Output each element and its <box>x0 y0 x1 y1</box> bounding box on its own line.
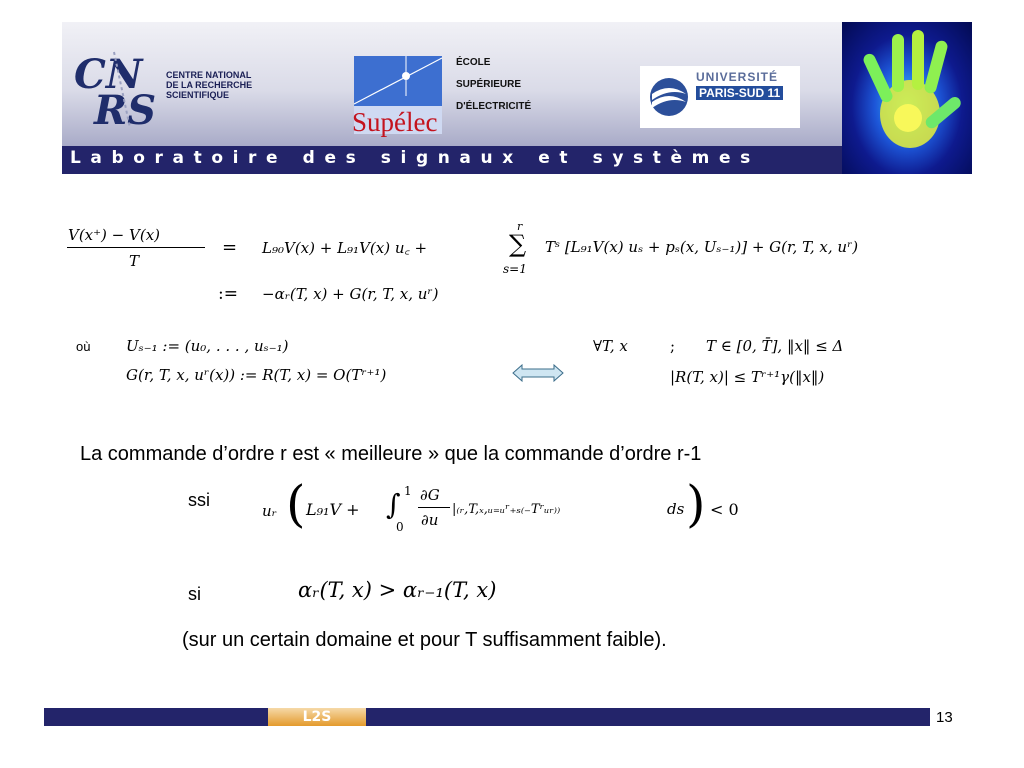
sum-upper-limit: r <box>517 220 523 233</box>
footer-bar <box>44 708 930 726</box>
hand-image-icon <box>842 22 972 174</box>
condition-g-definition: G(r, T, x, uʳ(x)) := R(T, x) = O(Tʳ⁺¹) <box>126 366 387 384</box>
universite-label: UNIVERSITÉ <box>696 70 779 84</box>
domain-condition: T ∈ [0, T̄], ‖x‖ ≤ Δ <box>706 337 844 355</box>
sum-sign: ∑ <box>509 230 527 258</box>
integral-sign: ∫ <box>386 488 401 521</box>
big-left-paren: ( <box>286 475 306 533</box>
ds-differential: ds <box>667 500 685 518</box>
header-banner <box>62 22 972 174</box>
eq1-rhs-part-b: Tˢ [L₉₁V(x) uₛ + pₛ(x, Uₛ₋₁)] + G(r, T, x, uʳ) <box>545 238 859 256</box>
svg-text:RS: RS <box>94 87 157 132</box>
star-icon <box>354 56 442 106</box>
ssi-u-r: uᵣ <box>262 502 277 520</box>
double-arrow-icon <box>512 364 564 382</box>
partial-numerator: ∂G <box>420 486 440 504</box>
ou-label: où <box>76 339 91 354</box>
domain-note: (sur un certain domaine et pour T suffisamment faible). <box>182 629 667 651</box>
l2s-logo-text: L2S <box>302 709 332 725</box>
ecole-name: ÉCOLE SUPÉRIEURE D'ÉLECTRICITÉ <box>456 57 532 112</box>
eq2-rhs: −αᵣ(T, x) + G(r, T, x, uʳ) <box>262 285 439 303</box>
eq2-define: := <box>218 284 238 304</box>
supelec-logo-text: Supélec <box>352 107 438 137</box>
eq1-fraction-bar <box>67 247 205 248</box>
eq1-rhs-part-a: L₉₀V(x) + L₉₁V(x) u꜀ + <box>262 239 428 257</box>
lab-title-strip <box>62 146 842 174</box>
main-statement: La commande d’ordre r est « meilleure » que la commande d’ordre r-1 <box>80 443 702 465</box>
si-inequality: αᵣ(T, x) > αᵣ₋₁(T, x) <box>298 578 497 602</box>
l2s-logo <box>268 708 366 726</box>
hand-thermal-image <box>842 22 972 174</box>
partial-denominator: ∂u <box>421 511 439 529</box>
eq1-lhs-denominator: T <box>129 252 140 270</box>
eq1-lhs-numerator: V(x⁺) − V(x) <box>68 226 161 244</box>
cnrs-logo <box>72 42 162 132</box>
ssi-label: ssi <box>188 490 210 510</box>
sum-lower-limit: s=1 <box>503 262 527 276</box>
lab-title: Laboratoire des signaux et systèmes <box>70 148 760 168</box>
evaluation-subscript: |₍ᵣ,T,ₓ,ᵤ₌ᵤʳ₊ₛ₍₋Tʳᵤᵣ₎₎ <box>452 502 561 517</box>
integral-upper: 1 <box>404 484 412 498</box>
university-emblem-icon <box>648 76 690 118</box>
forall-quantifier: ∀T, x <box>593 337 628 355</box>
page-number: 13 <box>936 709 953 726</box>
condition-u-definition: Uₛ₋₁ := (u₀, . . . , uₛ₋₁) <box>126 337 289 355</box>
eq1-equals: = <box>222 237 238 258</box>
big-right-paren: ) <box>686 475 706 533</box>
bound-condition: |R(T, x)| ≤ Tʳ⁺¹γ(‖x‖) <box>670 368 825 386</box>
integral-lower: 0 <box>396 520 404 534</box>
banner-logo-area <box>62 22 842 146</box>
partial-fraction-bar <box>418 507 450 508</box>
semicolon: ; <box>670 337 676 355</box>
svg-text:CN: CN <box>74 51 143 98</box>
cnrs-name: CENTRE NATIONAL DE LA RECHERCHE SCIENTIFIQUE <box>166 70 253 100</box>
ssi-lie-derivative: L₉₁V + <box>306 500 360 519</box>
less-than-zero: < 0 <box>710 500 739 519</box>
si-label: si <box>188 584 201 604</box>
paris-sud-label: PARIS-SUD 11 <box>696 86 783 100</box>
